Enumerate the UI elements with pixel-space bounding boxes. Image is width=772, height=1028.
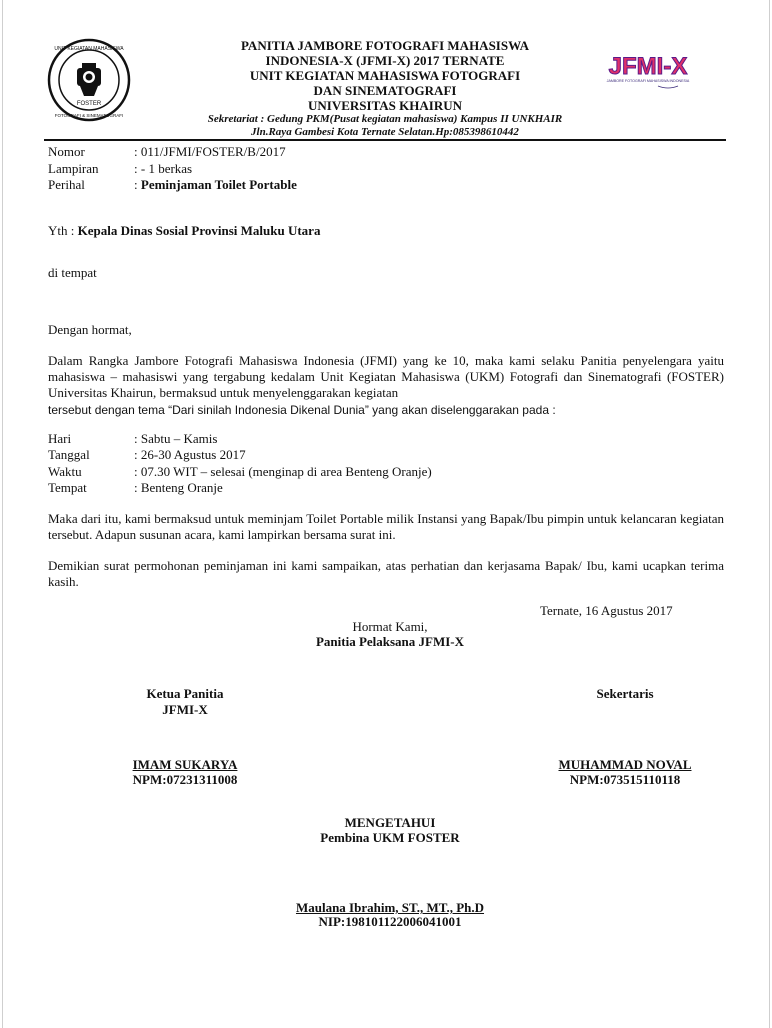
approval-heading: MENGETAHUI — [344, 815, 436, 830]
letterhead-line-3: UNIT KEGIATAN MAHASISWA FOTOGRAFI — [249, 68, 521, 83]
closing-hormat: Hormat Kami, — [352, 619, 428, 634]
right-signatory-id: NPM:073515110118 — [569, 772, 681, 787]
letterhead-secretariat: Sekretariat : Gedung PKM(Pusat kegiatan mahasiswa) Kampus II UNKHAIR — [207, 113, 563, 125]
nomor-label: Nomor — [48, 144, 85, 159]
waktu-value: : 07.30 WIT – selesai (menginap di area Benteng Oranje) — [134, 464, 432, 479]
left-signatory-id: NPM:07231311008 — [132, 772, 238, 787]
letterhead-line-2: INDONESIA-X (JFMI-X) 2017 TERNATE — [265, 53, 505, 68]
page-border-right — [769, 0, 770, 1028]
nomor-value: : 011/JFMI/FOSTER/B/2017 — [134, 144, 286, 159]
tempat-label: Tempat — [48, 480, 87, 495]
tempat-value: : Benteng Oranje — [134, 480, 223, 495]
recipient-name: Kepala Dinas Sosial Provinsi Maluku Utara — [77, 223, 321, 238]
tanggal-value: : 26-30 Agustus 2017 — [134, 447, 246, 462]
approval-role: Pembina UKM FOSTER — [320, 830, 460, 845]
foster-logo — [44, 38, 134, 122]
recipient-prefix: Yth : — [48, 223, 78, 238]
foster-logo-name: FOSTER — [76, 101, 102, 107]
paragraph-closing: Demikian surat permohonan peminjaman ini kami sampaikan, atas perhatian dan kerjasama Bapak/ Ibu, kami ucapkan terima kasih. — [48, 558, 724, 589]
hari-value: : Sabtu – Kamis — [134, 431, 218, 446]
approval-id: NIP:198101122006041001 — [318, 914, 462, 929]
recipient-line — [48, 223, 320, 239]
left-signatory-org: JFMI-X — [162, 702, 208, 717]
perihal-field — [134, 177, 297, 193]
right-signatory-name: MUHAMMAD NOVAL — [558, 757, 692, 772]
greeting: Dengan hormat, — [48, 322, 132, 337]
perihal-value: Peminjaman Toilet Portable — [140, 177, 297, 192]
lampiran-value: : - 1 berkas — [134, 161, 193, 176]
lampiran-label: Lampiran — [48, 161, 99, 176]
paragraph-request: Maka dari itu, kami bermaksud untuk meminjam Toilet Portable milik Instansi yang Bapak/Ibu pimpin untuk kelancaran kegiatan tersebut. Adapun susunan acara, kami lampirkan bersama surat ini. — [48, 511, 724, 542]
paragraph-intro-last: tersebut dengan tema “Dari sinilah Indonesia Dikenal Dunia” yang akan diselenggarakan pada : — [48, 403, 556, 417]
perihal-label: Perihal — [48, 177, 85, 192]
closing-committee: Panitia Pelaksana JFMI-X — [315, 634, 465, 649]
foster-logo-ring-top: UNIT KEGIATAN MAHASISWA — [54, 46, 124, 52]
perihal-colon: : — [134, 177, 141, 192]
letterhead — [150, 38, 620, 139]
paragraph-intro: Dalam Rangka Jambore Fotografi Mahasiswa Indonesia (JFMI) yang ke 10, maka kami selaku Panitia penyelengara yaitu mahasiswa – mahasiswi yang tergabung kedalam Unit Kegiatan Mahasiswa (UKM) Fotografi dan Sinematografi (FOSTER) Universitas Khairun, bermaksud untuk menyelenggarakan kegiatan — [48, 353, 724, 400]
letterhead-line-5: UNIVERSITAS KHAIRUN — [308, 98, 462, 113]
left-signatory-title: Ketua Panitia — [146, 686, 224, 701]
recipient-place: di tempat — [48, 265, 97, 280]
jfmi-x-logo — [598, 46, 698, 92]
foster-logo-ring-bottom: FOTOGRAFI & SINEMATOGRAFI — [54, 113, 124, 118]
left-signatory-name: IMAM SUKARYA — [132, 757, 238, 772]
waktu-label: Waktu — [48, 464, 82, 479]
jfmi-x-logo-text: JFMI-X — [608, 53, 688, 80]
tanggal-label: Tanggal — [48, 447, 90, 462]
approval-name: Maulana Ibrahim, ST., MT., Ph.D — [295, 900, 485, 915]
right-signatory-title: Sekertaris — [596, 686, 654, 701]
hari-label: Hari — [48, 431, 72, 446]
jfmi-x-logo-sub: JAMBORE FOTOGRAFI MAHASISWA INDONESIA — [606, 79, 690, 83]
page-border-left — [2, 0, 3, 1028]
letterhead-line-4: DAN SINEMATOGRAFI — [313, 83, 457, 98]
letterhead-rule — [44, 139, 726, 141]
letterhead-line-1: PANITIA JAMBORE FOTOGRAFI MAHASISWA — [240, 38, 530, 53]
letterhead-address: Jln.Raya Gambesi Kota Ternate Selatan.Hp:085398610442 — [251, 126, 519, 138]
letter-date: Ternate, 16 Agustus 2017 — [540, 603, 673, 618]
